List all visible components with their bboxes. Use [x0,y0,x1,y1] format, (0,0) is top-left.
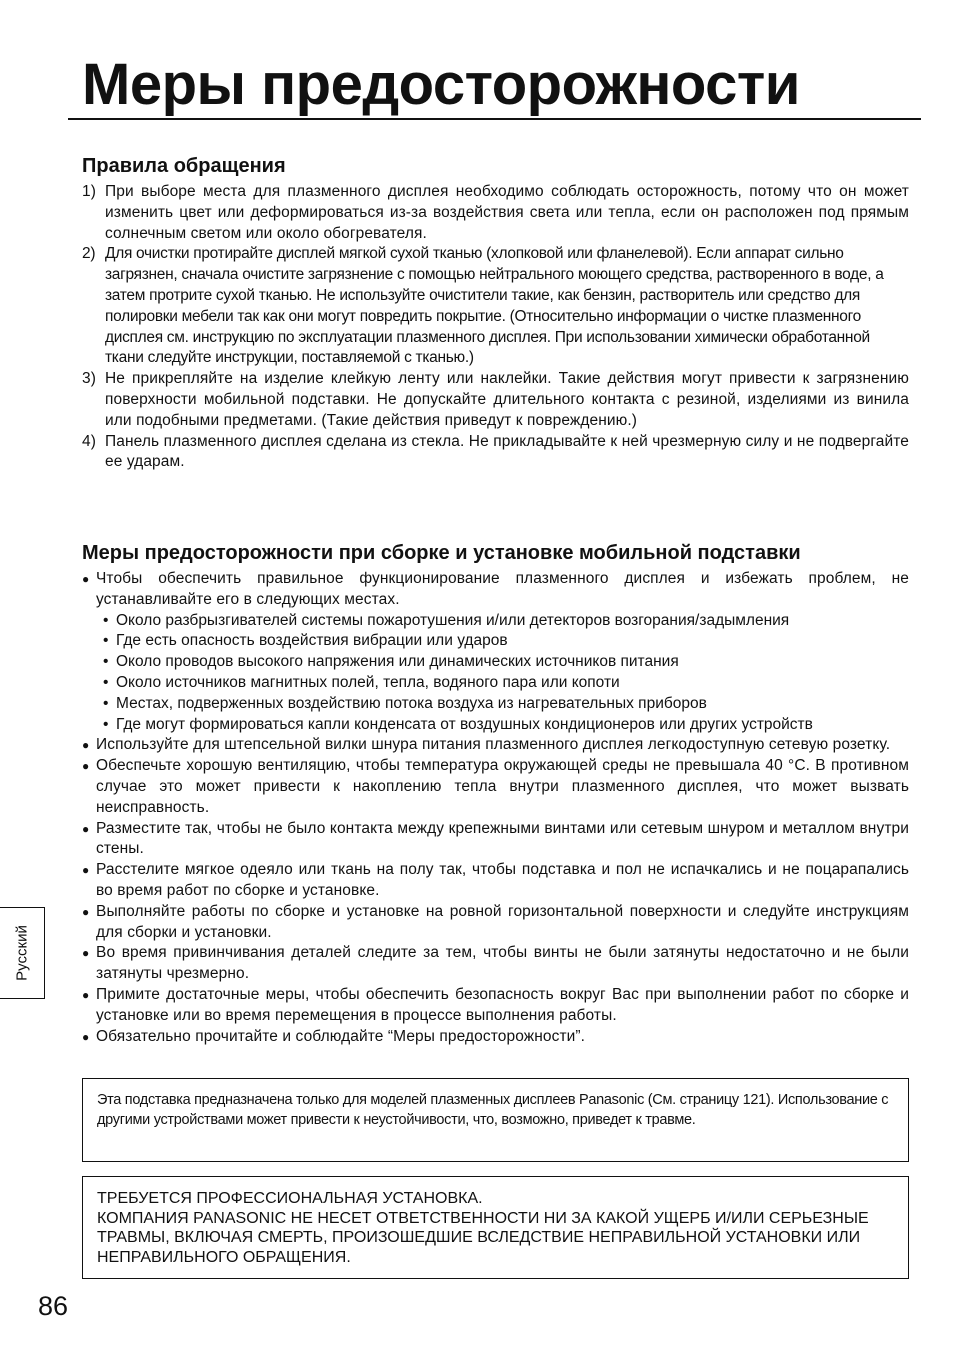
place-item [82,631,909,652]
place-item [82,611,909,632]
item-text: Разместите так, чтобы не было контакта между крепежными винтами или сетевым шнуром и металлом внутри стены. [96,819,909,858]
assembly-item [82,569,909,611]
places-list [82,611,909,736]
language-tab [0,907,45,999]
item-text: Не прикрепляйте на изделие клейкую ленту или наклейки. Такие действия могут привести к загрязнению поверхности мобильной подставки. Не допускайте длительного контакта с резиной, изделиями из винила или подобными предметами. (Такие действия приведут к повреждению.) [105,370,909,429]
item-text: Выполняйте работы по сборке и установке на ровной горизонтальной поверхности и следуйте инструкциям для сборки и установки. [96,902,909,941]
assembly-item [82,819,909,861]
bullet-icon: ● [82,946,90,961]
bullet-icon: • [103,632,109,650]
item-text: Где есть опасность воздействия вибрации или ударов [116,632,508,650]
page-title: Меры предосторожности [82,52,800,117]
handling-heading: Правила обращения [82,155,286,177]
bullet-icon: ● [82,572,90,586]
item-text: Местах, подверженных воздействию потока воздуха из нагревательных приборов [116,694,707,712]
item-text: Около проводов высокого напряжения или динамических источников питания [116,653,679,671]
item-number: 1) [82,183,96,200]
bullet-icon: • [103,673,109,691]
assembly-item [82,735,909,756]
item-text: Около источников магнитных полей, тепла, водяного пара или копоти [116,673,620,691]
bullet-icon: • [103,611,109,629]
item-text: Около разбрызгивателей системы пожаротушения и/или детекторов возгорания/задымления [116,611,790,629]
assembly-list [82,735,909,1047]
item-text: Обеспечьте хорошую вентиляцию, чтобы температура окружающей среды не превышала 40 °C. В противном случае это может привести к накоплению тепла внутри плазменного дисплея, что может вызвать неисправность. [96,757,909,816]
handling-item [82,244,909,369]
place-item [82,652,909,673]
assembly-item [82,902,909,944]
place-item [82,694,909,715]
assembly-item [82,943,909,985]
item-text: Для очистки протирайте дисплей мягкой сухой тканью (хлопковой или фланелевой). Если аппарат сильно загрязнен, сначала очистите загрязнение с помощью нейтрального моющего средства, растворенного в воде, а затем протрите сухой тканью. Не используйте очистители такие, как бензин, растворитель или средство для полировки мебели так как они могут повредить покрытие. (Относительно информации о чистке плазменного дисплея см. инструкцию по эксплуатации плазменного дисплея. При использовании химически обработанной ткани следуйте инструкции, поставляемой с тканью.) [105,245,884,367]
handling-item [82,432,909,474]
item-text: Во время привинчивания деталей следите за тем, чтобы винты не были затянуты недостаточно и не были затянуты чрезмерно. [96,944,909,983]
title-divider [68,118,921,120]
item-text: Расстелите мягкое одеяло или ткань на полу так, чтобы подставка и пол не испачкались и не поцарапались во время работ по сборке и установке. [96,861,909,899]
assembly-item [82,985,909,1027]
assembly-item [82,756,909,818]
item-number: 4) [82,432,96,450]
assembly-item [82,1027,909,1048]
language-label: Русский [13,925,31,981]
item-text: Примите достаточные меры, чтобы обеспечить безопасность вокруг Вас при выполнении работ по сборке и установке или во время перемещения в процессе выполнения работы. [96,985,909,1024]
item-text: Используйте для штепсельной вилки шнура питания плазменного дисплея легкодоступную сетевую розетку. [96,736,891,754]
bullet-icon: • [103,694,109,712]
notice-text: Эта подставка предназначена только для моделей плазменных дисплеев Panasonic (См. страницу 121). Использование с другими устройствами может привести к неустойчивости, что, возможно, приведет к травме. [97,1092,889,1128]
warning-box [82,1176,909,1279]
handling-item [82,369,909,431]
item-number: 3) [82,370,96,388]
assembly-section [82,540,909,1047]
item-text: Панель плазменного дисплея сделана из стекла. Не прикладывайте к ней чрезмерную силу и не подвергайте ее ударам. [105,432,909,471]
place-item [82,673,909,694]
bullet-icon: • [103,715,109,733]
page-number: 86 [38,1291,69,1321]
item-text: Чтобы обеспечить правильное функционирование плазменного дисплея и избежать проблем, не устанавливайте его в следующих местах. [96,570,909,608]
bullet-icon: ● [82,904,90,919]
bullet-icon: • [103,653,109,671]
assembly-heading: Меры предосторожности при сборке и установке мобильной подставки [82,542,801,564]
handling-item [82,182,909,244]
assembly-item [82,860,909,902]
assembly-list [82,569,909,611]
item-text: При выборе места для плазменного дисплея необходимо соблюдать осторожность, потому что он может изменить цвет или деформироваться из-за воздействия света или тепла, если он расположен под прямым солнечным светом или около обогревателя. [105,183,909,242]
notice-box [82,1078,909,1162]
bullet-icon: ● [82,987,90,1002]
bullet-icon: ● [82,821,90,836]
handling-section [82,153,909,473]
item-text: Где могут формироваться капли конденсата от воздушных кондиционеров или других устройств [116,715,813,733]
warning-line-2: КОМПАНИЯ PANASONIC НЕ НЕСЕТ ОТВЕТСТВЕННОСТИ НИ ЗА КАКОЙ УЩЕРБ И/ИЛИ СЕРЬЕЗНЫЕ ТРАВМЫ, ВКЛЮЧАЯ СМЕРТЬ, ПРОИЗОШЕДШИЕ ВСЛЕДСТВИЕ НЕПРАВИЛЬНОЙ УСТАНОВКИ ИЛИ НЕПРАВИЛЬНОГО ОБРАЩЕНИЯ. [97,1209,869,1266]
item-number: 2) [82,245,96,263]
bullet-icon: ● [82,863,90,878]
bullet-icon: ● [82,1029,90,1044]
item-text: Обязательно прочитайте и соблюдайте “Меры предосторожности”. [96,1027,586,1045]
place-item [82,715,909,736]
bullet-icon: ● [82,759,90,774]
bullet-icon: ● [82,738,90,753]
handling-list [82,182,909,473]
warning-line-1: ТРЕБУЕТСЯ ПРОФЕССИОНАЛЬНАЯ УСТАНОВКА. [97,1190,483,1207]
